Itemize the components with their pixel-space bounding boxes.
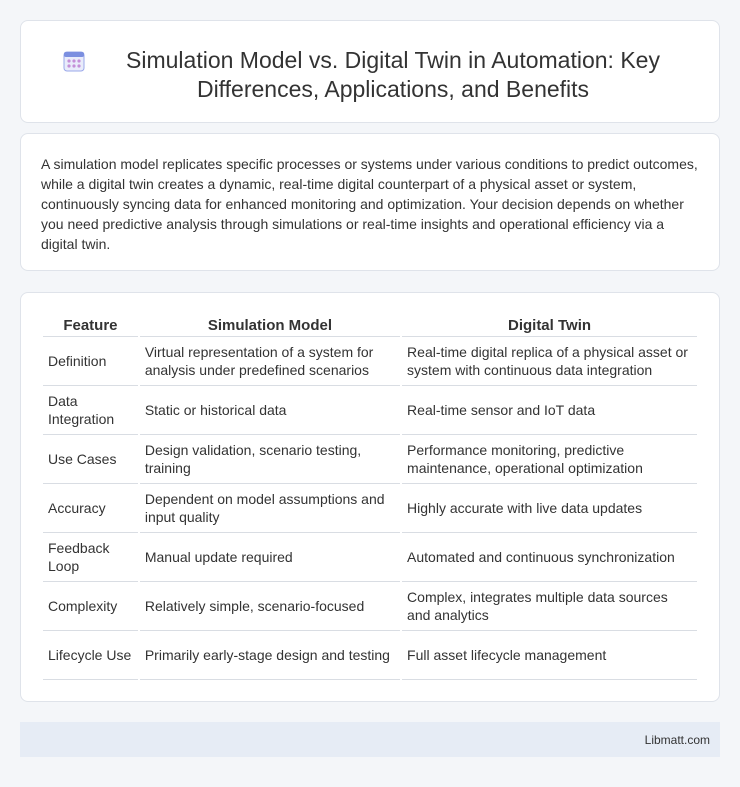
intro-card [20, 133, 720, 271]
simulation-model-cell: Primarily early-stage design and testing [140, 631, 400, 680]
feature-cell: Lifecycle Use [43, 631, 138, 680]
table-row [43, 582, 697, 631]
feature-cell: Feedback Loop [43, 533, 138, 582]
feature-cell: Accuracy [43, 484, 138, 533]
digital-twin-cell: Real-time sensor and IoT data [402, 386, 697, 435]
table-row [43, 337, 697, 386]
digital-twin-cell: Full asset lifecycle management [402, 631, 697, 680]
page-title: Simulation Model vs. Digital Twin in Automation: Key Differences, Applications, and Benefits [126, 47, 660, 102]
simulation-model-cell: Relatively simple, scenario-focused [140, 582, 400, 631]
simulation-model-cell: Manual update required [140, 533, 400, 582]
simulation-model-cell: Static or historical data [140, 386, 400, 435]
digital-twin-cell: Highly accurate with live data updates [402, 484, 697, 533]
simulation-model-cell: Virtual representation of a system for analysis under predefined scenarios [140, 337, 400, 386]
grid-calendar-icon [62, 49, 86, 73]
feature-cell: Complexity [43, 582, 138, 631]
digital-twin-cell: Automated and continuous synchronization [402, 533, 697, 582]
intro-paragraph: A simulation model replicates specific processes or systems under various conditions to predict outcomes, while a digital twin creates a dynamic, real-time digital counterpart of a physical asset or system, continuously syncing data for enhanced monitoring and optimization. Your decision depends on whether you need predictive analysis through simulations or real-time insights and operational efficiency via a digital twin. [41, 156, 698, 252]
table-header-row [43, 315, 697, 337]
feature-cell: Definition [43, 337, 138, 386]
table-row [43, 484, 697, 533]
table-row [43, 435, 697, 484]
footer [20, 722, 720, 757]
header-card [20, 20, 720, 123]
table-row [43, 386, 697, 435]
digital-twin-cell: Complex, integrates multiple data sources and analytics [402, 582, 697, 631]
feature-cell: Data Integration [43, 386, 138, 435]
table-row [43, 631, 697, 680]
column-header-digital-twin: Digital Twin [402, 315, 697, 337]
column-header-simulation-model: Simulation Model [140, 315, 400, 337]
comparison-table [41, 315, 699, 680]
simulation-model-cell: Dependent on model assumptions and input quality [140, 484, 400, 533]
digital-twin-cell: Real-time digital replica of a physical asset or system with continuous data integration [402, 337, 697, 386]
feature-cell: Use Cases [43, 435, 138, 484]
table-row [43, 533, 697, 582]
simulation-model-cell: Design validation, scenario testing, training [140, 435, 400, 484]
comparison-table-card [20, 292, 720, 702]
column-header-feature: Feature [43, 315, 138, 337]
footer-site-link[interactable]: Libmatt.com [644, 732, 710, 747]
digital-twin-cell: Performance monitoring, predictive maintenance, operational optimization [402, 435, 697, 484]
